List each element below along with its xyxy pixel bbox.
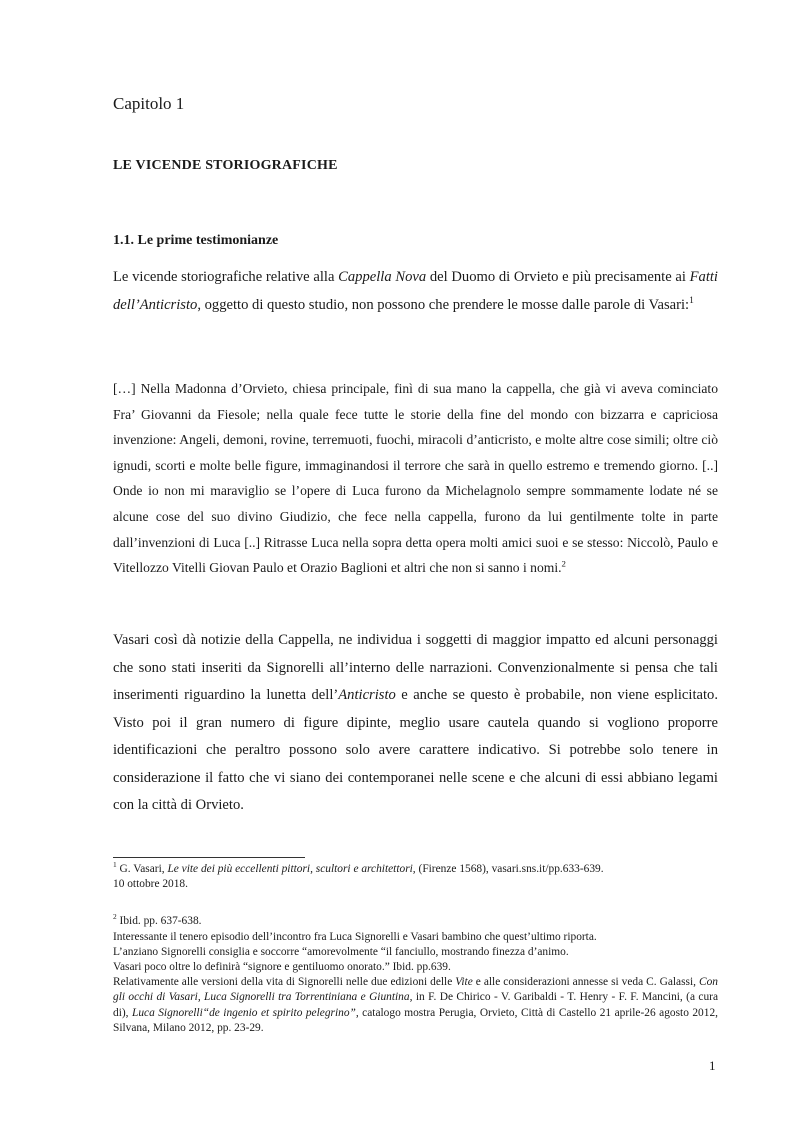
chapter-heading: Capitolo 1 (113, 94, 185, 113)
footnotes (113, 862, 718, 1036)
footnote-ref-1: 1 (689, 295, 694, 306)
subsection-title: 1.1. Le prime testimonianze (113, 233, 279, 248)
footnote-2-line: Vasari poco oltre lo definirà “signore e gentiluomo onorato.” Ibid. pp.639. (113, 961, 451, 974)
body-paragraph-2: Vasari così dà notizie della Cappella, ne individua i soggetti di maggior impatto ed alcuni personaggi che sono stati inseriti da Signorelli all’interno delle narrazioni. Convenzionalmente si pensa che tali inserimenti riguardino la lunetta dell’Anticristo e anche se questo è probabile, non viene esplicitato. Visto poi il gran numero di figure dipinte, meglio usare cautela quando si vogliono proporre identificazioni che peraltro possono solo avere carattere indicativo. Si potrebbe solo tenere in considerazione il fatto che vi siano dei contemporanei nelle scene e che alcuni di essi abbiano legami con la città di Orvieto. (113, 632, 718, 813)
footnote-2-reference: Relativamente alle versioni della vita di Signorelli nelle due edizioni delle Vite e alle considerazioni annesse si veda C. Galassi, Con gli occhi di Vasari, Luca Signorelli tra Torrentiniana e Giuntina, in F. De Chirico - V. Garibaldi - T. Henry - F. F. Mancini, (a cura di), Luca Signorelli“de ingenio et spirito pelegrino”, catalogo mostra Perugia, Orvieto, Città di Castello 21 aprile-26 agosto 2012, Silvana, Milano 2012, pp. 23-29. (113, 976, 718, 1034)
footnote-1: $^1$ G. Vasari, Le vite dei più eccellenti pittori, scultori e architettori, (Firenze 1568), vasari.sns.it/pp.633-639. 10 ottobre 2018. (113, 860, 604, 891)
section-title: LE VICENDE STORIOGRAFICHE (113, 158, 338, 173)
page-number: 1 (709, 1058, 716, 1073)
footnote-2: $^2$ Ibid. pp. 637-638. (113, 912, 202, 928)
footnote-2-line: Interessante il tenero episodio dell’incontro fra Luca Signorelli e Vasari bambino che quest’ultimo riporta. (113, 930, 597, 943)
footnote-2-line: L’anziano Signorelli consiglia e soccorre “amorevolmente “il fanciullo, mostrando finezza d’animo. (113, 945, 569, 958)
footnote-ref-2: 2 (561, 558, 566, 569)
vasari-quote: […] Nella Madonna d’Orvieto, chiesa principale, finì di sua mano la cappella, che già vi aveva cominciato Fra’ Giovanni da Fiesole; nella quale fece tutte le storie della fine del mondo con bizzarra e capriciosa invenzione: Angeli, demoni, rovine, terremuoti, fuochi, miracoli d’anticristo, e molte altre cose simili; oltre ciò ignudi, scorti e molte belle figure, immaginandosi il terrore che sarà in quello estremo e tremendo giorno. [..] Onde io non mi maraviglio se l’opere di Luca furono da Michelagnolo sempre sommamente lodate né se alcune cose del suo divino Giudizio, che fece nella cappella, furono da lui gentilmente tolte in parte dall’invenzioni di Luca [..] Ritrasse Luca nella sopra detta opera molti amici suoi e se stesso: Niccolò, Paulo e Vitellozzo Vitelli Giovan Paulo et Orazio Baglioni et altri che non si sanno i nomi.$^2$ (113, 381, 718, 576)
body-paragraph-1: Le vicende storiografiche relative alla Cappella Nova del Duomo di Orvieto e più precisamente ai Fatti dell’Anticristo, oggetto di questo studio, non possono che prendere le mosse dalle parole di Vasari:$^1$ (113, 269, 718, 313)
footnote-separator (113, 857, 305, 858)
